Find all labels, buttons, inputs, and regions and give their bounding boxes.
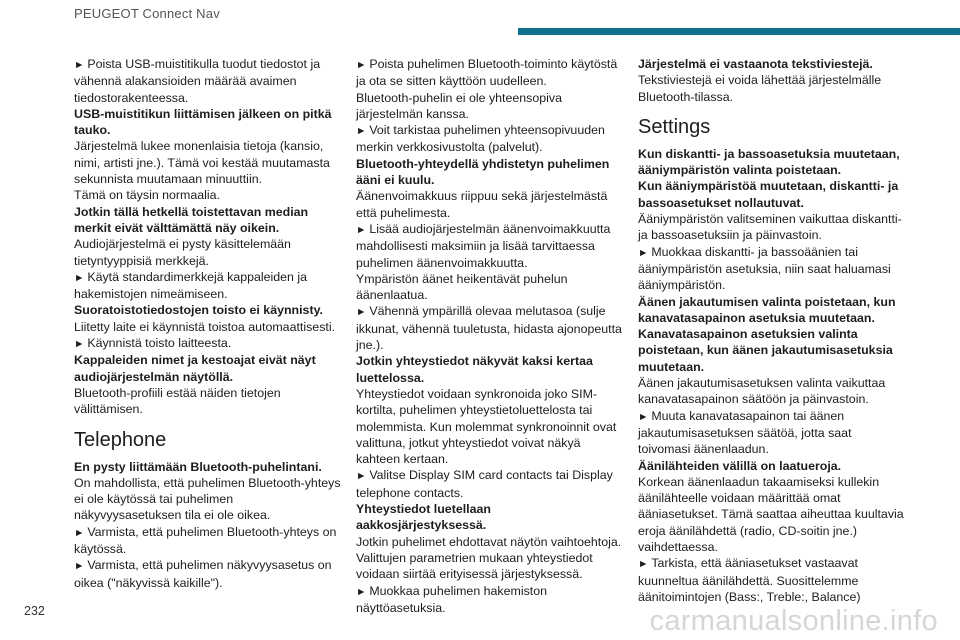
problem-heading: Järjestelmä ei vastaanota tekstiviestejä.	[638, 57, 873, 71]
instruction-item: ► Vähennä ympärillä olevaa melutasoa (sulje ikkunat, vähennä tuuletusta, hidasta ajonopeutta jne.).	[356, 303, 624, 353]
instruction-item: ► Varmista, että puhelimen Bluetooth-yhteys on käytössä.	[74, 524, 342, 558]
body-paragraph: Ympäristön äänet heikentävät puhelun äänenlaatua.	[356, 271, 568, 303]
body-paragraph: Ääniympäristön valitseminen vaikuttaa diskantti- ja bassoasetuksiin ja päinvastoin.	[638, 212, 902, 243]
instruction-item: ► Voit tarkistaa puhelimen yhteensopivuuden merkin verkkosivustolta (palvelut).	[356, 122, 624, 156]
header-accent-bar	[518, 28, 960, 35]
problem-heading: Äänen jakautumisen valinta poistetaan, kun kanavatasapainon asetuksia muutetaan.	[638, 294, 896, 325]
body-paragraph: Tekstiviestejä ei voida lähettää järjestelmälle Bluetooth-tilassa.	[638, 73, 882, 104]
problem-heading: Jotkin tällä hetkellä toistettavan median merkit eivät välttämättä näy oikein.	[74, 204, 309, 235]
body-paragraph: Bluetooth-profiili estää näiden tietojen välittämisen.	[74, 385, 281, 417]
instruction-item: ► Varmista, että puhelimen näkyvyysasetus on oikea ("näkyvissä kaikille").	[74, 557, 342, 591]
instruction-item: ► Lisää audiojärjestelmän äänenvoimakkuutta mahdollisesti maksimiin ja lisää tarvittaessa puhelimen äänenvoimakkuutta.	[356, 221, 624, 271]
problem-heading: Kun ääniympäristöä muutetaan, diskantti- ja bassoasetukset nollautuvat.	[638, 179, 899, 210]
body-paragraph: Yhteystiedot voidaan synkronoida joko SIM-kortilta, puhelimen yhteystietoluettelosta tai molemmista. Kun molemmat synkronoinnit ovat valittuna, jotkut yhteystiedot voivat näkyä kahteen kertaan.	[356, 386, 617, 467]
body-paragraph: Äänenvoimakkuus riippuu sekä järjestelmästä että puhelimesta.	[356, 189, 608, 220]
watermark-text: carmanualsonline.info	[649, 605, 938, 637]
problem-heading: Jotkin yhteystiedot näkyvät kaksi kertaa luettelossa.	[356, 354, 593, 385]
body-paragraph: Korkean äänenlaadun takaamiseksi kullekin äänilähteelle voidaan määrittää omat ääniasetukset. Tämä saattaa aiheuttaa kuultavia eroja äänilähdettä (radio, CD-soitin jne.) vaihdettaessa.	[638, 474, 904, 555]
instruction-item: ► Käynnistä toisto laitteesta.	[74, 335, 342, 352]
document-header-title: PEUGEOT Connect Nav	[74, 6, 220, 21]
page-number: 232	[24, 604, 45, 618]
text-column-3	[638, 56, 906, 605]
body-paragraph: Jotkin puhelimet ehdottavat näytön vaihtoehtoja. Valittujen parametrien mukaan yhteystiedot voidaan siirtää erityisessä järjestyksessä.	[356, 534, 622, 582]
problem-heading: Kanavatasapainon asetuksien valinta poistetaan, kun äänen jakautumisasetuksia muutetaan.	[638, 327, 893, 374]
body-paragraph: Tämä on täysin normaalia.	[74, 188, 221, 203]
section-heading: Settings	[638, 115, 711, 138]
problem-heading: Äänilähteiden välillä on laatueroja.	[638, 458, 842, 473]
instruction-item: ► Muokkaa puhelimen hakemiston näyttöasetuksia.	[356, 583, 624, 617]
body-paragraph: On mahdollista, että puhelimen Bluetooth-yhteys ei ole käytössä tai puhelimen näkyvyysasetuksen tila ei ole oikea.	[74, 475, 341, 523]
section-heading: Telephone	[74, 428, 167, 451]
instruction-item: ► Valitse Display SIM card contacts tai Display telephone contacts.	[356, 467, 624, 501]
instruction-item: ► Muuta kanavatasapainon tai äänen jakautumisasetuksen säätöä, jotta saat toivomasi äänenlaadun.	[638, 408, 906, 458]
body-paragraph: Audiojärjestelmä ei pysty käsittelemään tietyntyyppisiä merkkejä.	[74, 237, 291, 268]
problem-heading: Kun diskantti- ja bassoasetuksia muutetaan, ääniympäristön valinta poistetaan.	[638, 146, 900, 178]
problem-heading: Kappaleiden nimet ja kestoajat eivät näyt audiojärjestelmän näytöllä.	[74, 353, 316, 384]
instruction-item: ► Poista USB-muistitikulla tuodut tiedostot ja vähennä alakansioiden määrää avaimen tiedostorakenteessa.	[74, 56, 342, 106]
body-paragraph: Äänen jakautumisasetuksen valinta vaikuttaa kanavatasapainon säätöön ja päinvastoin.	[638, 376, 886, 407]
body-paragraph: Liitetty laite ei käynnistä toistoa automaattisesti.	[74, 319, 336, 334]
instruction-item: ► Poista puhelimen Bluetooth-toiminto käytöstä ja ota se sitten käyttöön uudelleen.	[356, 56, 624, 90]
problem-heading: USB-muistitikun liittämisen jälkeen on pitkä tauko.	[74, 106, 332, 138]
problem-heading: Yhteystiedot luetellaan aakkosjärjestyksessä.	[356, 502, 491, 533]
problem-heading: Suoratoistotiedostojen toisto ei käynnisty.	[74, 303, 323, 318]
instruction-item: ► Muokkaa diskantti- ja bassoäänien tai ääniympäristön asetuksia, niin saat haluamasi ääniympäristön.	[638, 244, 906, 294]
problem-heading: Bluetooth-yhteydellä yhdistetyn puhelimen ääni ei kuulu.	[356, 156, 610, 188]
text-column-2	[356, 56, 624, 616]
body-paragraph: Järjestelmä lukee monenlaisia tietoja (kansio, nimi, artisti jne.). Tämä voi kestää muutamasta sekunnista muutamaan minuuttiin.	[74, 139, 330, 187]
body-paragraph: Bluetooth-puhelin ei ole yhteensopiva järjestelmän kanssa.	[356, 90, 562, 121]
text-column-1	[74, 56, 342, 591]
problem-heading: En pysty liittämään Bluetooth-puhelintani.	[74, 459, 322, 474]
instruction-item: ► Tarkista, että ääniasetukset vastaavat kuunneltua äänilähdettä. Suosittelemme äänitoimintojen (Bass:, Treble:, Balance)	[638, 555, 906, 605]
instruction-item: ► Käytä standardimerkkejä kappaleiden ja hakemistojen nimeämiseen.	[74, 269, 342, 303]
